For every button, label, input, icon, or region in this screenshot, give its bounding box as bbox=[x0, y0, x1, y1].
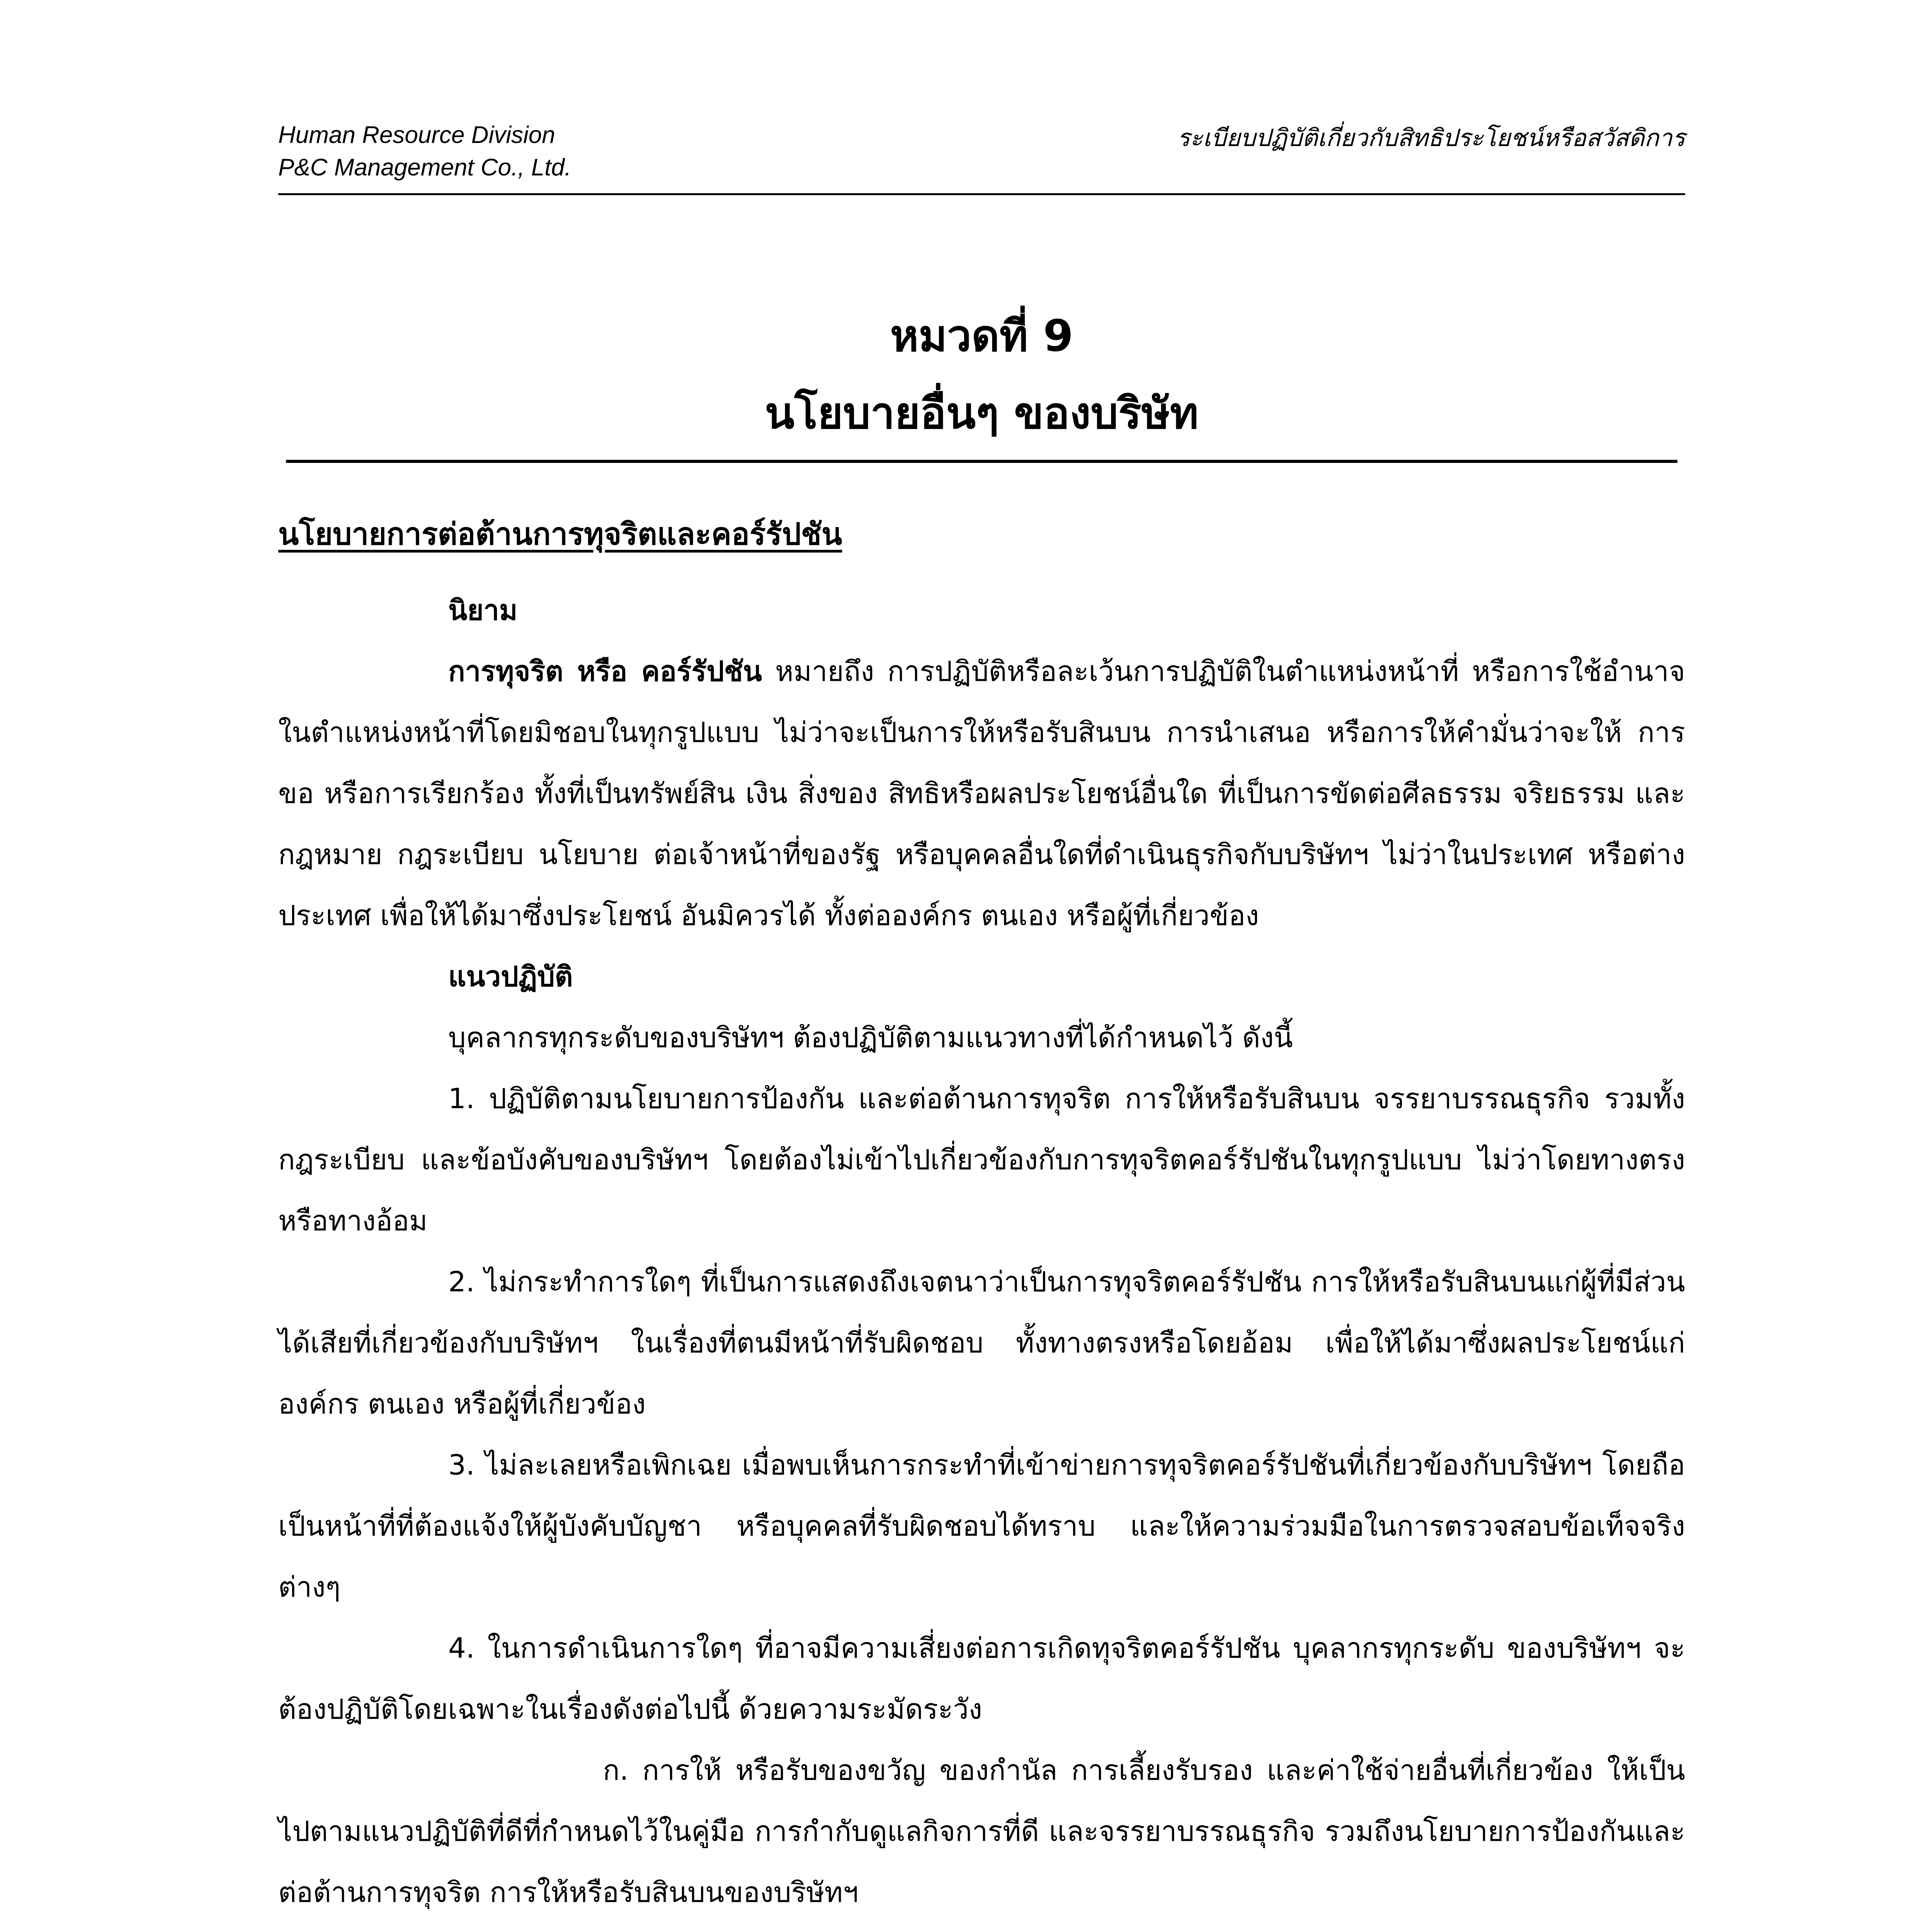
sub-list-item: ก. การให้ หรือรับของขวัญ ของกำนัล การเลี้ยงรับรอง และค่าใช้จ่ายอื่นที่เกี่ยวข้อง ให้เป็นไปตามแนวปฏิบัติที่ดีที่กำหนดไว้ในคู่มือ การกำกับดูแลกิจการที่ดี และจรรยาบรรณธุรกิจ รวมถึงนโยบายการป้องกันและต่อต้านการทุจริต การให้หรือรับสินบนของบริษัทฯ bbox=[278, 1754, 1685, 1908]
header-company: P&C Management Co., Ltd. bbox=[278, 154, 572, 181]
header-left bbox=[278, 119, 571, 184]
practice-intro: บุคลากรทุกระดับของบริษัทฯ ต้องปฏิบัติตามแนวทางที่ได้กำหนดไว้ ดังนี้ bbox=[448, 1021, 1293, 1054]
header-division: Human Resource Division bbox=[278, 122, 555, 148]
list-item: 2. ไม่กระทำการใดๆ ที่เป็นการแสดงถึงเจตนาว่าเป็นการทุจริตคอร์รัปชัน การให้หรือรับสินบนแก่ผู้ที่มีส่วนได้เสียที่เกี่ยวข้องกับบริษัทฯ ในเรื่องที่ตนมีหน้าที่รับผิดชอบ ทั้งทางตรงหรือโดยอ้อม เพื่อให้ได้มาซึ่งผลประโยชน์แก่องค์กร ตนเอง หรือผู้ที่เกี่ยวข้อง bbox=[278, 1265, 1685, 1420]
chapter-subtitle: นโยบายอื่นๆ ของบริษัท bbox=[765, 388, 1199, 439]
list-item: 1. ปฏิบัติตามนโยบายการป้องกัน และต่อต้านการทุจริต การให้หรือรับสินบน จรรยาบรรณธุรกิจ รวมทั้งกฎระเบียบ และข้อบังคับของบริษัทฯ โดยต้องไม่เข้าไปเกี่ยวข้องกับการทุจริตคอร์รัปชันในทุกรูปแบบ ไม่ว่าโดยทางตรงหรือทางอ้อม bbox=[278, 1082, 1685, 1237]
title-divider bbox=[286, 460, 1677, 463]
section-heading: นโยบายการต่อต้านการทุจริตและคอร์รัปชัน bbox=[278, 517, 842, 552]
definition-label: นิยาม bbox=[448, 594, 518, 626]
definition-paragraph bbox=[278, 641, 1685, 946]
definition-term: การทุจริต หรือ คอร์รัปชัน bbox=[448, 655, 762, 687]
header-divider bbox=[278, 193, 1685, 195]
list-item: 4. ในการดำเนินการใดๆ ที่อาจมีความเสี่ยงต่อการเกิดทุจริตคอร์รัปชัน บุคลากรทุกระดับ ของบริษัทฯ จะต้องปฏิบัติโดยเฉพาะในเรื่องดังต่อไปนี้ ด้วยความระมัดระวัง bbox=[278, 1632, 1685, 1725]
document-body bbox=[278, 580, 1685, 1932]
definition-text: หมายถึง การปฏิบัติหรือละเว้นการปฏิบัติในตำแหน่งหน้าที่ หรือการใช้อำนาจในตำแหน่งหน้าที่โดยมิชอบในทุกรูปแบบ ไม่ว่าจะเป็นการให้หรือรับสินบน การนำเสนอ หรือการให้คำมั่นว่าจะให้ การขอ หรือการเรียกร้อง ทั้งที่เป็นทรัพย์สิน เงิน สิ่งของ สิทธิหรือผลประโยชน์อื่นใด ที่เป็นการขัดต่อศีลธรรม จริยธรรม และกฎหมาย กฎระเบียบ นโยบาย ต่อเจ้าหน้าที่ของรัฐ หรือบุคคลอื่นใดที่ดำเนินธุรกิจกับบริษัทฯ ไม่ว่าในประเทศ หรือต่างประเทศ เพื่อให้ได้มาซึ่งประโยชน์ อันมิควรได้ ทั้งต่อองค์กร ตนเอง หรือผู้ที่เกี่ยวข้อง bbox=[278, 655, 1686, 932]
list-item: 3. ไม่ละเลยหรือเพิกเฉย เมื่อพบเห็นการกระทำที่เข้าข่ายการทุจริตคอร์รัปชันที่เกี่ยวข้องกับบริษัทฯ โดยถือเป็นหน้าที่ที่ต้องแจ้งให้ผู้บังคับบัญชา หรือบุคคลที่รับผิดชอบได้ทราบ และให้ความร่วมมือในการตรวจสอบข้อเท็จจริงต่างๆ bbox=[278, 1449, 1685, 1603]
practice-label: แนวปฏิบัติ bbox=[448, 960, 573, 993]
sub-list-item bbox=[278, 1923, 1685, 1932]
chapter-title: หมวดที่ 9 bbox=[890, 311, 1073, 361]
header-title: ระเบียบปฏิบัติเกี่ยวกับสิทธิประโยชน์หรือสวัสดิการ bbox=[1177, 124, 1685, 152]
